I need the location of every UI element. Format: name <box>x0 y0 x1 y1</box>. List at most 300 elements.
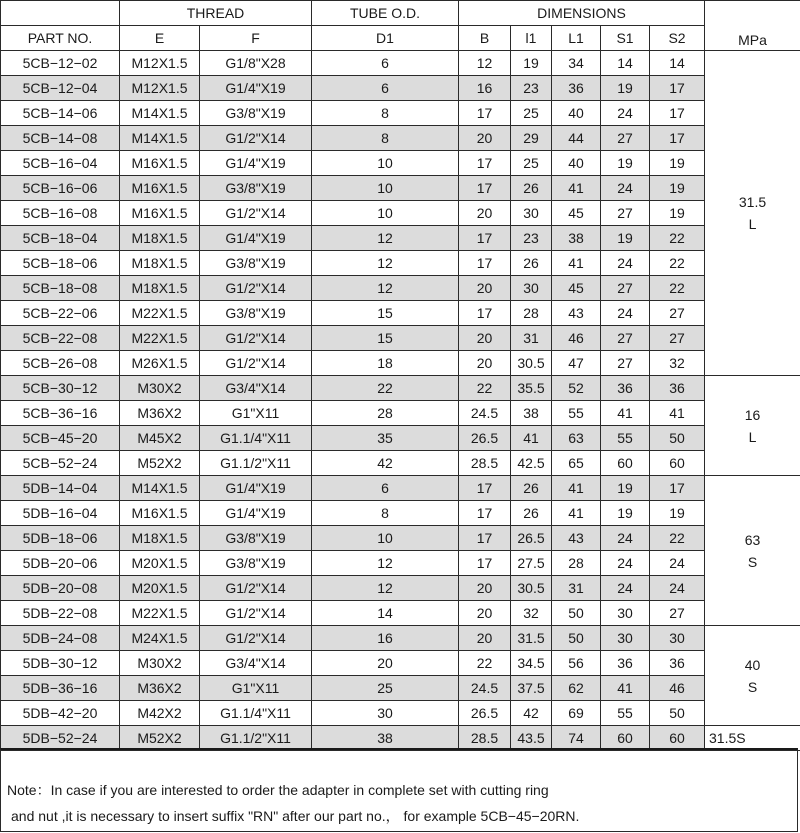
table-cell: 5CB−52−24 <box>1 451 120 476</box>
table-cell: 5CB−36−16 <box>1 401 120 426</box>
table-cell: 5CB−30−12 <box>1 376 120 401</box>
table-cell: 25 <box>511 101 552 126</box>
pressure-line: L <box>748 216 757 232</box>
pressure-cell <box>705 376 800 476</box>
table-cell: M52X2 <box>120 451 200 476</box>
table-cell: G1/2"X14 <box>200 326 312 351</box>
table-cell: G1.1/4"X11 <box>200 701 312 726</box>
table-cell: G1/4"X19 <box>200 226 312 251</box>
table-cell: G3/8"X19 <box>200 551 312 576</box>
table-cell: 50 <box>650 701 705 726</box>
table-cell: G1/4"X19 <box>200 501 312 526</box>
table-cell: 20 <box>459 576 511 601</box>
table-cell: G3/4"X14 <box>200 651 312 676</box>
table-cell: 5CB−14−06 <box>1 101 120 126</box>
table-cell: G1"X11 <box>200 401 312 426</box>
table-cell: G1/2"X14 <box>200 576 312 601</box>
table-cell: M16X1.5 <box>120 151 200 176</box>
table-cell: 41 <box>601 676 650 701</box>
table-cell: 17 <box>650 76 705 101</box>
table-cell: 40 <box>552 101 601 126</box>
table-cell: 30 <box>312 701 459 726</box>
table-cell: 27 <box>601 201 650 226</box>
table-cell: 24 <box>601 251 650 276</box>
table-cell: M22X1.5 <box>120 601 200 626</box>
table-cell: M14X1.5 <box>120 126 200 151</box>
table-cell: M18X1.5 <box>120 251 200 276</box>
table-cell: 5DB−20−06 <box>1 551 120 576</box>
table-cell: 24 <box>650 551 705 576</box>
table-cell: 20 <box>459 201 511 226</box>
table-row <box>1 76 800 101</box>
table-cell: 26 <box>511 476 552 501</box>
table-cell: 12 <box>312 251 459 276</box>
note-line-2: and nut ,it is necessary to insert suffix "RN" after our part no.， for example 5CB−45−20RN. <box>11 808 580 824</box>
table-cell: 38 <box>312 726 459 751</box>
table-cell: M18X1.5 <box>120 276 200 301</box>
table-cell: 10 <box>312 526 459 551</box>
table-cell: M30X2 <box>120 651 200 676</box>
table-cell: 17 <box>459 476 511 501</box>
table-cell: 20 <box>459 626 511 651</box>
table-cell: 27 <box>650 601 705 626</box>
table-cell: 5CB−22−06 <box>1 301 120 326</box>
table-cell: 40 <box>552 151 601 176</box>
table-cell: 17 <box>650 476 705 501</box>
table-cell: 36 <box>601 376 650 401</box>
table-cell: 19 <box>601 76 650 101</box>
table-cell: 20 <box>459 601 511 626</box>
table-cell: 45 <box>552 201 601 226</box>
table-cell: 38 <box>511 401 552 426</box>
table-cell: 28 <box>552 551 601 576</box>
table-cell: 45 <box>552 276 601 301</box>
header-dimensions: DIMENSIONS <box>459 1 705 26</box>
table-cell: M30X2 <box>120 376 200 401</box>
table-cell: 50 <box>552 626 601 651</box>
table-cell: 12 <box>312 551 459 576</box>
table-cell: 55 <box>601 701 650 726</box>
table-cell: 24.5 <box>459 676 511 701</box>
table-cell: 43 <box>552 526 601 551</box>
table-cell: 55 <box>552 401 601 426</box>
table-row <box>1 301 800 326</box>
table-cell: M22X1.5 <box>120 301 200 326</box>
table-cell: 10 <box>312 151 459 176</box>
table-cell: 36 <box>650 651 705 676</box>
table-cell: 5CB−12−04 <box>1 76 120 101</box>
table-cell: G1/2"X14 <box>200 351 312 376</box>
table-cell: 36 <box>552 76 601 101</box>
table-cell: M22X1.5 <box>120 326 200 351</box>
table-cell: 27 <box>601 326 650 351</box>
table-cell: 17 <box>650 101 705 126</box>
table-cell: 17 <box>459 251 511 276</box>
table-cell: 41 <box>511 426 552 451</box>
table-cell: M18X1.5 <box>120 526 200 551</box>
table-cell: 6 <box>312 76 459 101</box>
table-cell: 5DB−16−04 <box>1 501 120 526</box>
table-row <box>1 601 800 626</box>
table-cell: G3/8"X19 <box>200 101 312 126</box>
table-cell: G1/8"X28 <box>200 51 312 76</box>
table-cell: 41 <box>650 401 705 426</box>
note-box <box>0 748 798 832</box>
table-cell: 5CB−18−04 <box>1 226 120 251</box>
table-cell: 20 <box>459 351 511 376</box>
table-cell: 50 <box>650 426 705 451</box>
table-cell: 60 <box>650 451 705 476</box>
table-cell: 22 <box>650 526 705 551</box>
table-cell: 26 <box>511 176 552 201</box>
table-cell: 32 <box>511 601 552 626</box>
table-cell: 30 <box>601 626 650 651</box>
table-header <box>1 1 800 51</box>
table-cell: 19 <box>650 176 705 201</box>
table-cell: 28 <box>312 401 459 426</box>
table-cell: 20 <box>312 651 459 676</box>
table-cell: 42.5 <box>511 451 552 476</box>
table-cell: 5CB−26−08 <box>1 351 120 376</box>
table-cell: 35 <box>312 426 459 451</box>
table-cell: G1/2"X14 <box>200 276 312 301</box>
table-cell: 20 <box>459 126 511 151</box>
table-row <box>1 426 800 451</box>
table-cell: 44 <box>552 126 601 151</box>
table-cell: 22 <box>312 376 459 401</box>
table-body <box>1 51 800 751</box>
table-cell: 43.5 <box>511 726 552 751</box>
table-cell: 31 <box>552 576 601 601</box>
table-cell: G1.1/4"X11 <box>200 426 312 451</box>
table-row <box>1 226 800 251</box>
table-cell: 23 <box>511 76 552 101</box>
table-cell: 50 <box>552 601 601 626</box>
table-cell: 15 <box>312 301 459 326</box>
pressure-line: S <box>747 553 758 570</box>
header-blank <box>1 1 120 26</box>
table-cell: G1/2"X14 <box>200 126 312 151</box>
table-cell: 27 <box>601 276 650 301</box>
table-cell: 16 <box>459 76 511 101</box>
table-cell: 5DB−24−08 <box>1 626 120 651</box>
table-row <box>1 501 800 526</box>
table-cell: 16 <box>312 626 459 651</box>
table-cell: 5DB−22−08 <box>1 601 120 626</box>
table-cell: 17 <box>459 301 511 326</box>
table-cell: M16X1.5 <box>120 201 200 226</box>
table-cell: 20 <box>459 276 511 301</box>
table-cell: G1/2"X14 <box>200 201 312 226</box>
table-cell: G3/8"X19 <box>200 301 312 326</box>
table-cell: M45X2 <box>120 426 200 451</box>
table-cell: 26 <box>511 251 552 276</box>
table-cell: 8 <box>312 126 459 151</box>
table-cell: M24X1.5 <box>120 626 200 651</box>
table-cell: 19 <box>650 501 705 526</box>
table-cell: 8 <box>312 501 459 526</box>
table-cell: 24 <box>601 301 650 326</box>
table-cell: 22 <box>459 376 511 401</box>
table-cell: 5DB−18−06 <box>1 526 120 551</box>
table-cell: 5CB−16−04 <box>1 151 120 176</box>
table-cell: 24 <box>650 576 705 601</box>
table-row <box>1 626 800 651</box>
table-cell: 26.5 <box>511 526 552 551</box>
table-cell: M12X1.5 <box>120 51 200 76</box>
table-cell: G1/4"X19 <box>200 476 312 501</box>
header-l1-small: l1 <box>511 26 552 51</box>
table-row <box>1 251 800 276</box>
table-cell: G1/2"X14 <box>200 626 312 651</box>
table-cell: 19 <box>511 51 552 76</box>
table-cell: 12 <box>459 51 511 76</box>
table-cell: 5CB−12−02 <box>1 51 120 76</box>
table-cell: 17 <box>459 501 511 526</box>
header-thread: THREAD <box>120 1 312 26</box>
table-row <box>1 451 800 476</box>
table-cell: 10 <box>312 201 459 226</box>
table-row <box>1 201 800 226</box>
table-cell: M52X2 <box>120 726 200 751</box>
table-cell: 47 <box>552 351 601 376</box>
table-cell: 36 <box>601 651 650 676</box>
table-cell: 41 <box>601 401 650 426</box>
table-cell: 27 <box>650 326 705 351</box>
header-l1: L1 <box>552 26 601 51</box>
table-cell: G1/2"X14 <box>200 601 312 626</box>
table-cell: 25 <box>312 676 459 701</box>
header-part-no: PART NO. <box>1 26 120 51</box>
table-cell: 27 <box>601 126 650 151</box>
table-cell: 24 <box>601 101 650 126</box>
table-cell: 22 <box>650 251 705 276</box>
table-cell: 60 <box>650 726 705 751</box>
pressure-line: 40 <box>744 656 761 673</box>
table-cell: 19 <box>601 501 650 526</box>
table-cell: 5DB−52−24 <box>1 726 120 751</box>
table-cell: 38 <box>552 226 601 251</box>
pressure-cell <box>705 476 800 626</box>
table-cell: 60 <box>601 726 650 751</box>
table-cell: M14X1.5 <box>120 101 200 126</box>
table-cell: M20X1.5 <box>120 576 200 601</box>
table-row <box>1 676 800 701</box>
table-cell: 27 <box>650 301 705 326</box>
table-row <box>1 651 800 676</box>
table-row <box>1 526 800 551</box>
table-cell: 36 <box>650 376 705 401</box>
table-cell: 12 <box>312 576 459 601</box>
table-cell: 35.5 <box>511 376 552 401</box>
table-cell: 17 <box>650 126 705 151</box>
table-cell: 29 <box>511 126 552 151</box>
table-cell: 56 <box>552 651 601 676</box>
table-cell: M18X1.5 <box>120 226 200 251</box>
table-cell: 19 <box>650 151 705 176</box>
table-cell: 18 <box>312 351 459 376</box>
table-cell: G3/4"X14 <box>200 376 312 401</box>
table-cell: 74 <box>552 726 601 751</box>
table-cell: G1.1/2"X11 <box>200 451 312 476</box>
table-cell: 17 <box>459 226 511 251</box>
table-row <box>1 401 800 426</box>
table-cell: 8 <box>312 101 459 126</box>
header-b: B <box>459 26 511 51</box>
table-cell: 5DB−14−04 <box>1 476 120 501</box>
table-cell: 20 <box>459 326 511 351</box>
table-row <box>1 476 800 501</box>
table-cell: 37.5 <box>511 676 552 701</box>
table-cell: 5DB−30−12 <box>1 651 120 676</box>
pressure-line: 63 <box>744 531 761 548</box>
table-row <box>1 51 800 76</box>
table-cell: 30 <box>511 276 552 301</box>
table-cell: M14X1.5 <box>120 476 200 501</box>
table-cell: 5CB−16−08 <box>1 201 120 226</box>
header-mpa: MPa <box>705 1 800 51</box>
table-cell: 15 <box>312 326 459 351</box>
table-cell: 24 <box>601 551 650 576</box>
header-e: E <box>120 26 200 51</box>
table-cell: 12 <box>312 226 459 251</box>
table-cell: 17 <box>459 551 511 576</box>
table-cell: 5CB−16−06 <box>1 176 120 201</box>
table-cell: G3/8"X19 <box>200 251 312 276</box>
table-cell: 30.5 <box>511 576 552 601</box>
table-cell: 30 <box>601 601 650 626</box>
table-cell: 46 <box>552 326 601 351</box>
table-cell: 17 <box>459 526 511 551</box>
table-cell: 26.5 <box>459 426 511 451</box>
header-d1: D1 <box>312 26 459 51</box>
header-tube-od: TUBE O.D. <box>312 1 459 26</box>
table-cell: 14 <box>312 601 459 626</box>
table-cell: 30 <box>650 626 705 651</box>
table-cell: 5CB−14−08 <box>1 126 120 151</box>
table-cell: 62 <box>552 676 601 701</box>
table-cell: G1"X11 <box>200 676 312 701</box>
table-cell: 19 <box>601 151 650 176</box>
table-cell: 34 <box>552 51 601 76</box>
table-cell: 19 <box>601 476 650 501</box>
pressure-line: S <box>747 678 758 695</box>
table-row <box>1 551 800 576</box>
table-cell: 52 <box>552 376 601 401</box>
table-cell: 23 <box>511 226 552 251</box>
table-cell: 42 <box>511 701 552 726</box>
table-cell: 5CB−18−06 <box>1 251 120 276</box>
table-cell: 6 <box>312 51 459 76</box>
table-row <box>1 376 800 401</box>
table-cell: 5CB−18−08 <box>1 276 120 301</box>
table-cell: 28.5 <box>459 451 511 476</box>
table-cell: 17 <box>459 101 511 126</box>
table-cell: 5CB−45−20 <box>1 426 120 451</box>
table-cell: G3/8"X19 <box>200 176 312 201</box>
table-cell: 25 <box>511 151 552 176</box>
pressure-line: L <box>748 428 757 445</box>
pressure-cell <box>705 626 800 726</box>
table-cell: 14 <box>601 51 650 76</box>
pressure-cell <box>705 51 800 376</box>
table-cell: M42X2 <box>120 701 200 726</box>
table-cell: M16X1.5 <box>120 501 200 526</box>
table-cell: 41 <box>552 501 601 526</box>
header-s1: S1 <box>601 26 650 51</box>
table-cell: 24 <box>601 576 650 601</box>
table-cell: 31.5 <box>511 626 552 651</box>
table-cell: 41 <box>552 476 601 501</box>
table-cell: 30.5 <box>511 351 552 376</box>
pressure-cell: 31.5S <box>705 726 800 751</box>
header-f: F <box>200 26 312 51</box>
table-cell: 12 <box>312 276 459 301</box>
table-row <box>1 176 800 201</box>
table-row <box>1 151 800 176</box>
table-cell: 19 <box>601 226 650 251</box>
table-cell: 28 <box>511 301 552 326</box>
table-cell: 10 <box>312 176 459 201</box>
table-cell: M36X2 <box>120 676 200 701</box>
table-cell: 28.5 <box>459 726 511 751</box>
table-cell: 17 <box>459 176 511 201</box>
table-row <box>1 576 800 601</box>
table-row <box>1 101 800 126</box>
table-cell: 26.5 <box>459 701 511 726</box>
table-cell: 22 <box>650 276 705 301</box>
table-row <box>1 351 800 376</box>
table-cell: 60 <box>601 451 650 476</box>
table-cell: G1/4"X19 <box>200 76 312 101</box>
table-cell: 5DB−42−20 <box>1 701 120 726</box>
table-cell: 6 <box>312 476 459 501</box>
table-cell: 41 <box>552 176 601 201</box>
table-row <box>1 326 800 351</box>
table-cell: 17 <box>459 151 511 176</box>
table-cell: 69 <box>552 701 601 726</box>
table-cell: 46 <box>650 676 705 701</box>
table-cell: 63 <box>552 426 601 451</box>
table-cell: G1.1/2"X11 <box>200 726 312 751</box>
table-cell: 65 <box>552 451 601 476</box>
table-cell: M36X2 <box>120 401 200 426</box>
table-cell: 26 <box>511 501 552 526</box>
pressure-line: 31.5 <box>738 194 767 210</box>
table-cell: 14 <box>650 51 705 76</box>
table-row <box>1 701 800 726</box>
table-cell: 32 <box>650 351 705 376</box>
table-cell: 24 <box>601 176 650 201</box>
table-cell: 42 <box>312 451 459 476</box>
table-cell: 22 <box>459 651 511 676</box>
table-cell: 22 <box>650 226 705 251</box>
table-cell: M16X1.5 <box>120 176 200 201</box>
table-row <box>1 276 800 301</box>
table-cell: G1/4"X19 <box>200 151 312 176</box>
table-cell: 5DB−36−16 <box>1 676 120 701</box>
note-line-1: Note：In case if you are interested to order the adapter in complete set with cutting ring <box>7 782 549 798</box>
table-row <box>1 126 800 151</box>
table-cell: 27 <box>601 351 650 376</box>
table-cell: 5DB−20−08 <box>1 576 120 601</box>
table-cell: M20X1.5 <box>120 551 200 576</box>
table-cell: 24 <box>601 526 650 551</box>
table-cell: 34.5 <box>511 651 552 676</box>
table-cell: 31 <box>511 326 552 351</box>
table-cell: 27.5 <box>511 551 552 576</box>
table-cell: M26X1.5 <box>120 351 200 376</box>
